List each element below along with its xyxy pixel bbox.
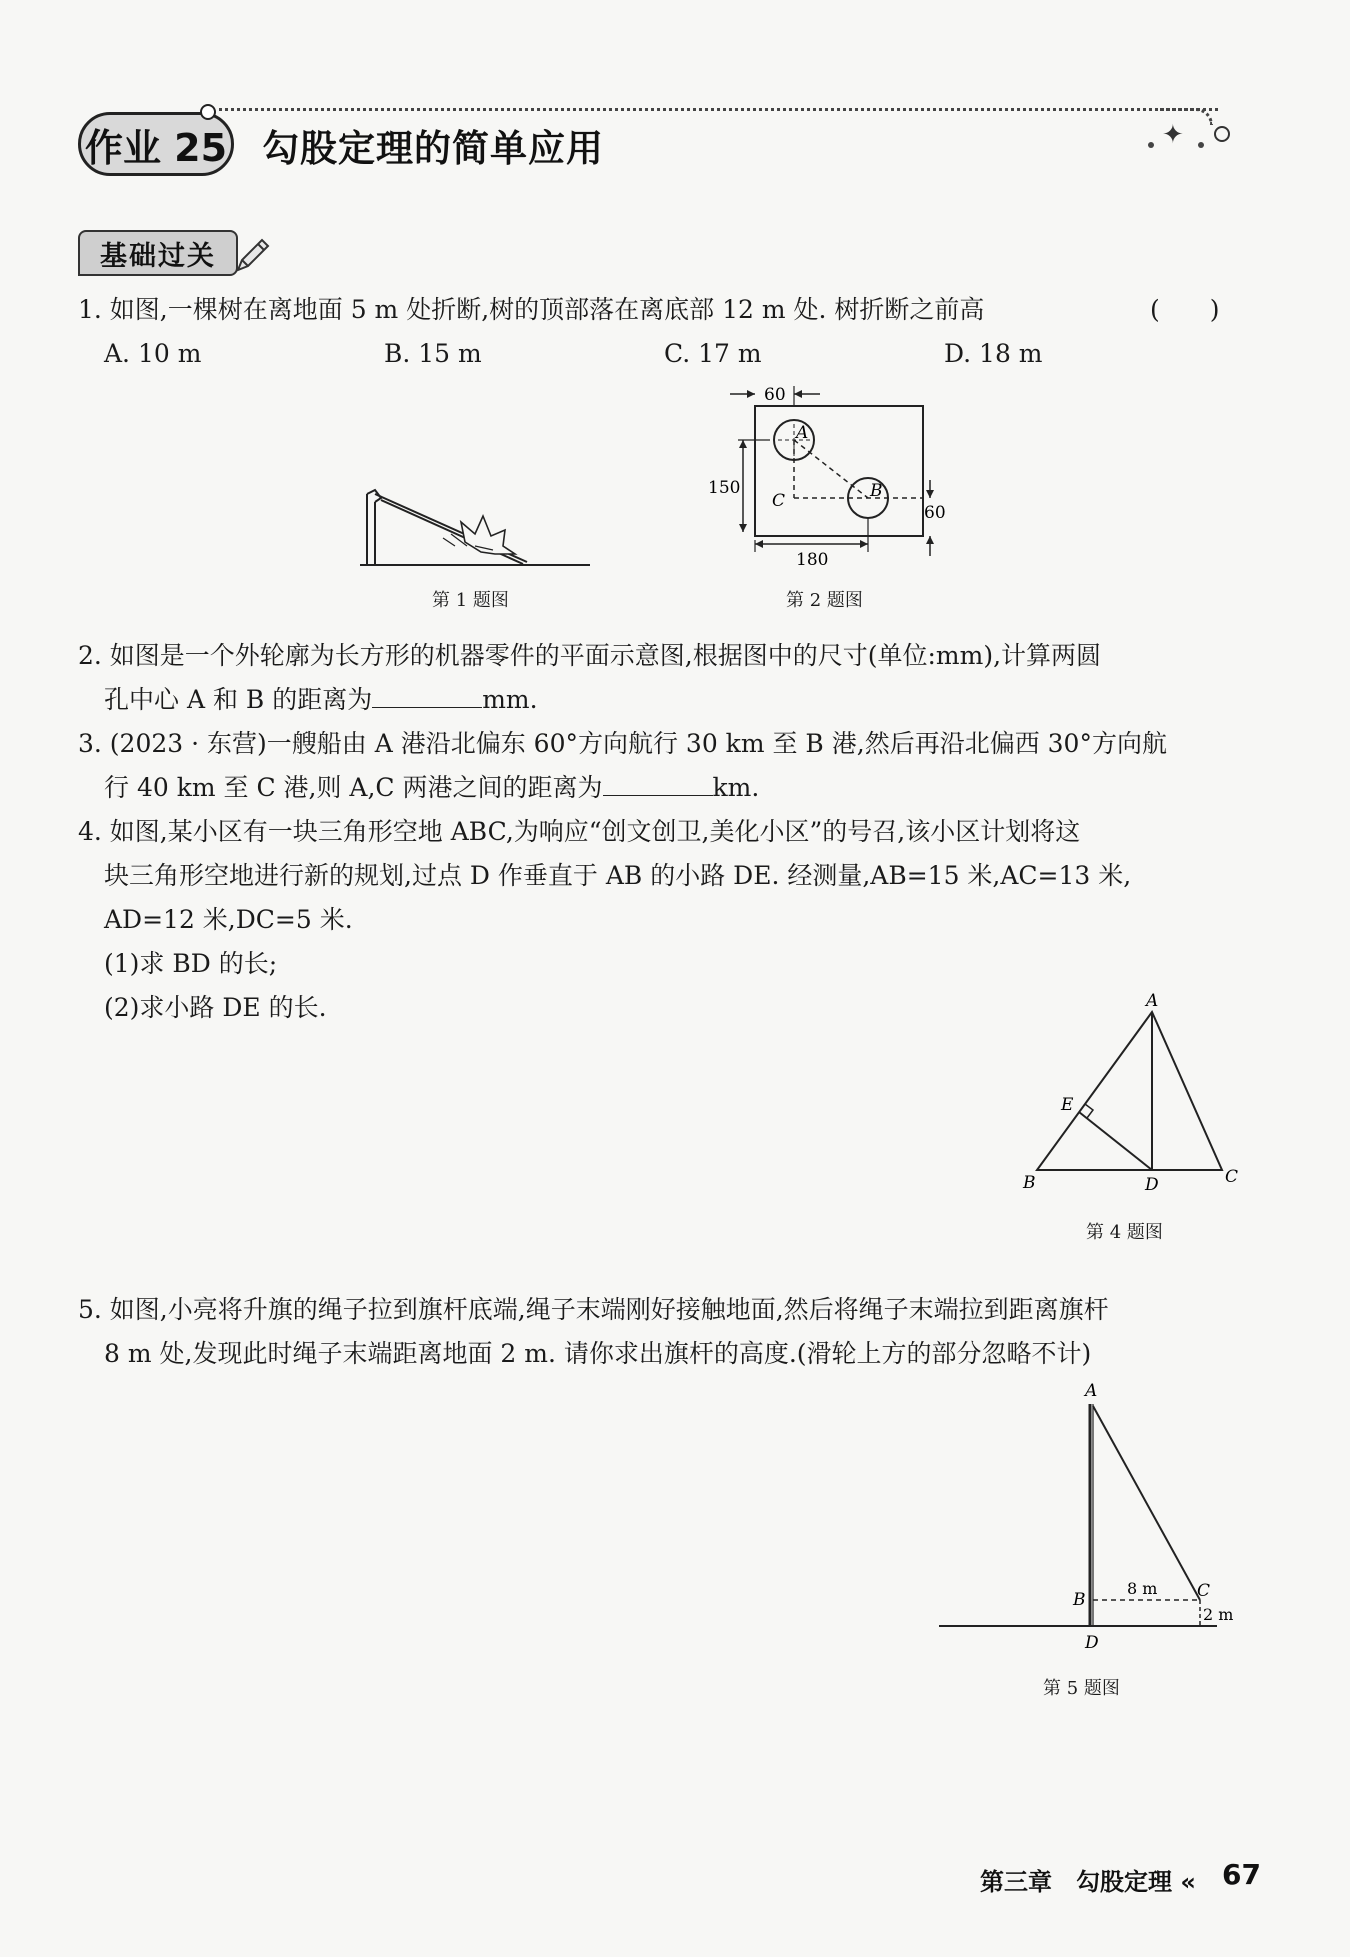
badge-knob-icon <box>200 104 216 120</box>
q1-text: 1. 如图,一棵树在离地面 5 m 处折断,树的顶部落在离底部 12 m 处. 树折断之前高 <box>78 295 985 324</box>
q1-option-c: C. 17 m <box>664 339 762 368</box>
figure-2-caption: 第 2 题图 <box>786 590 863 611</box>
q4-line-2: 块三角形空地进行新的规划,过点 D 作垂直于 AB 的小路 DE. 经测量,AB=15 米,AC=13 米, <box>104 861 1132 890</box>
q2-line-1: 2. 如图是一个外轮廓为长方形的机器零件的平面示意图,根据图中的尺寸(单位:mm),计算两圆 <box>78 641 1102 670</box>
point-b-label: B <box>870 481 883 501</box>
q4-subquestion-2: (2)求小路 DE 的长. <box>104 993 327 1022</box>
dim-left-150: 150 <box>708 478 741 498</box>
q2-answer-blank[interactable] <box>372 685 482 708</box>
fig5-horizontal-length: 8 m <box>1127 1579 1158 1598</box>
fig5-label-d: D <box>1085 1633 1099 1653</box>
decor-dot <box>1148 142 1154 148</box>
page-number: 67 <box>1222 1858 1261 1891</box>
q3-answer-blank[interactable] <box>603 773 713 796</box>
dim-right-60: 60 <box>924 503 946 523</box>
header-dotted-line <box>212 108 1218 117</box>
q2-unit: mm. <box>482 685 538 714</box>
fig4-label-c: C <box>1225 1167 1239 1187</box>
figure-4-triangle <box>1015 992 1245 1202</box>
q3-line-2 <box>104 766 759 810</box>
q1-option-b: B. 15 m <box>384 339 482 368</box>
q2-line-2-text: 孔中心 A 和 B 的距离为 <box>104 685 373 714</box>
fig4-label-b: B <box>1023 1173 1036 1193</box>
fig5-label-b: B <box>1073 1590 1086 1610</box>
fig5-vertical-length: 2 m <box>1203 1605 1234 1624</box>
dim-bottom-180: 180 <box>796 550 829 570</box>
q1-answer-bracket: ( ) <box>1150 295 1220 324</box>
fig5-label-c: C <box>1197 1581 1211 1601</box>
q1-option-a: A. 10 m <box>104 339 202 368</box>
fig4-label-e: E <box>1061 1095 1074 1115</box>
figure-1-caption: 第 1 题图 <box>432 590 509 611</box>
q3-line-1: 3. (2023 · 东营)一艘船由 A 港沿北偏东 60°方向航行 30 km 至 B 港,然后再沿北偏西 30°方向航 <box>78 729 1167 758</box>
q5-line-2: 8 m 处,发现此时绳子末端距离地面 2 m. 请你求出旗杆的高度.(滑轮上方的部分忽略不计) <box>104 1339 1092 1368</box>
assignment-badge: 作业 25 <box>78 112 234 176</box>
figure-1-broken-tree <box>355 480 600 580</box>
point-c-label: C <box>772 491 786 511</box>
fig5-label-a: A <box>1085 1381 1098 1401</box>
figure-5-caption: 第 5 题图 <box>1043 1678 1120 1699</box>
q4-line-1: 4. 如图,某小区有一块三角形空地 ABC,为响应“创文创卫,美化小区”的号召,该小区计划将这 <box>78 817 1081 846</box>
q5-line-1: 5. 如图,小亮将升旗的绳子拉到旗杆底端,绳子末端刚好接触地面,然后将绳子末端拉到距离旗杆 <box>78 1295 1109 1324</box>
q4-line-3: AD=12 米,DC=5 米. <box>104 905 353 934</box>
page-title: 勾股定理的简单应用 <box>262 127 604 170</box>
dim-top-60: 60 <box>764 385 786 405</box>
pencil-icon <box>232 236 272 276</box>
q3-unit: km. <box>712 773 760 802</box>
decor-ring-icon <box>1214 126 1230 142</box>
sparkle-icon: ✦ <box>1162 120 1184 150</box>
figure-2-machine-part <box>700 380 960 580</box>
decor-dot <box>1198 142 1204 148</box>
chapter-footer: 第三章 勾股定理 « <box>980 1868 1196 1896</box>
q3-line-2-text: 行 40 km 至 C 港,则 A,C 两港之间的距离为 <box>104 773 603 802</box>
q1-option-d: D. 18 m <box>944 339 1043 368</box>
figure-4-caption: 第 4 题图 <box>1086 1222 1163 1243</box>
fig4-label-a: A <box>1146 992 1159 1011</box>
figure-5-flagpole <box>935 1378 1235 1658</box>
q2-line-2 <box>104 678 538 722</box>
fig4-label-d: D <box>1145 1175 1159 1195</box>
q4-subquestion-1: (1)求 BD 的长; <box>104 949 278 978</box>
point-a-label: A <box>796 423 809 443</box>
section-label: 基础过关 <box>78 230 238 276</box>
